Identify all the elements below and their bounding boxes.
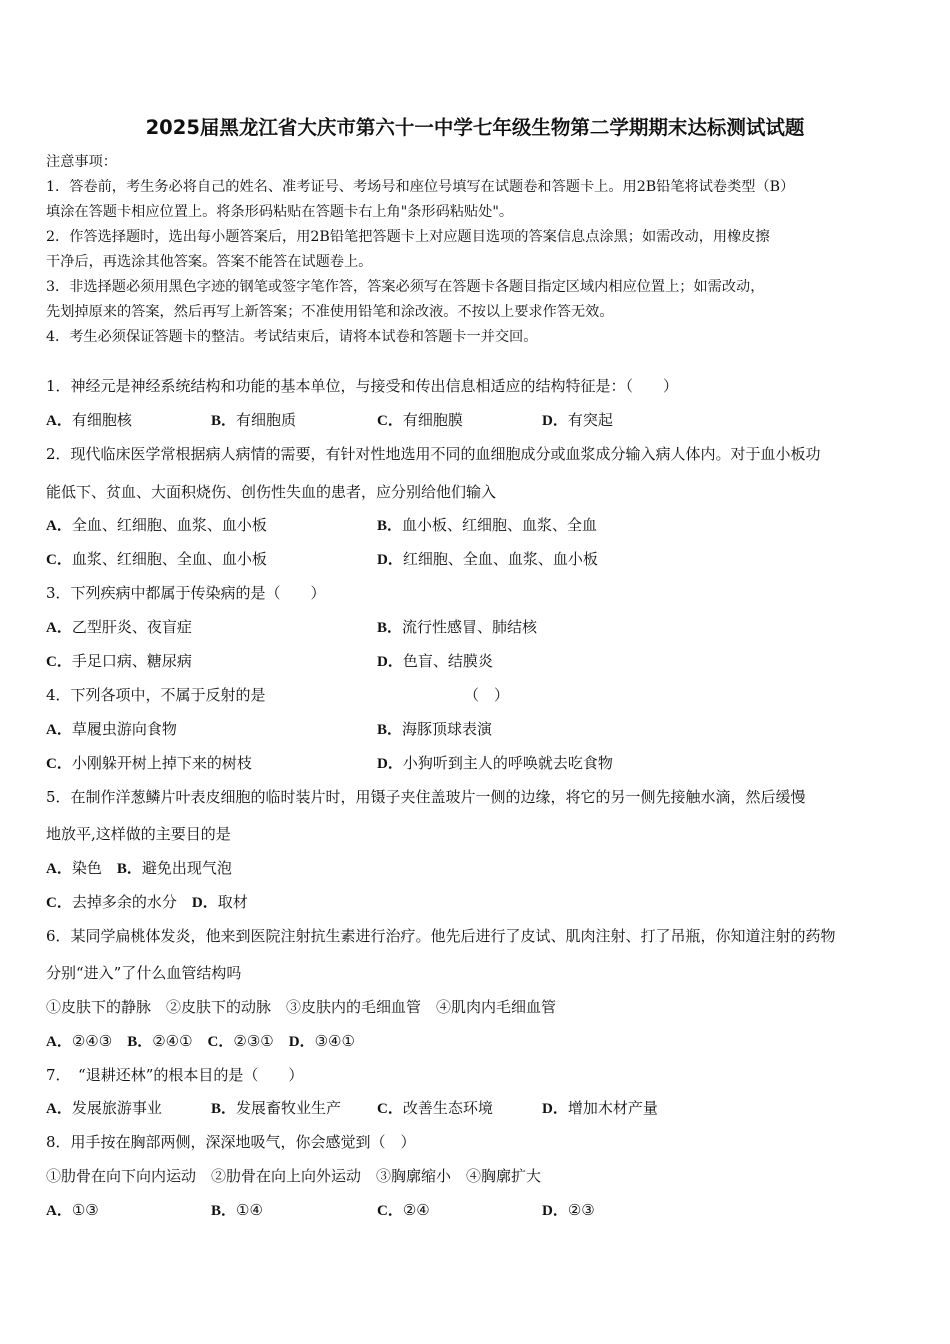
question-5-stem: 5．在制作洋葱鳞片叶表皮细胞的临时装片时，用镊子夹住盖玻片一侧的边缘，将它的另一侧先接触水滴，然后缓慢 <box>46 788 806 806</box>
option-c: C．有细胞膜 <box>377 411 463 429</box>
question-6-stem: 分别“进入”了什么血管结构吗 <box>46 964 242 982</box>
question-4-stem <box>46 684 510 705</box>
notice-line: 填涂在答题卡相应位置上。将条形码粘贴在答题卡右上角"条形码粘贴处"。 <box>46 204 514 220</box>
option-c: C．血浆、红细胞、全血、血小板 <box>46 550 267 568</box>
answer-bracket: （ ） <box>464 686 510 704</box>
notice-line: 干净后，再选涂其他答案。答案不能答在试题卷上。 <box>46 254 373 270</box>
option-a: A．②④③ <box>46 1032 113 1050</box>
option-a: A．染色 <box>46 859 102 877</box>
option-a: A．①③ <box>46 1201 99 1219</box>
question-1-stem: 1．神经元是神经系统结构和功能的基本单位，与接受和传出信息相适应的结构特征是：（ ） <box>46 377 679 395</box>
option-b: B．血小板、红细胞、血浆、全血 <box>377 516 598 534</box>
notice-line: 1．答卷前，考生务必将自己的姓名、准考证号、考场号和座位号填写在试题卷和答题卡上。用2B铅笔将试卷类型（B） <box>46 179 795 195</box>
notice-heading: 注意事项： <box>46 154 117 170</box>
option-c: C．②④ <box>377 1201 430 1219</box>
question-2-stem: 能低下、贫血、大面积烧伤、创伤性失血的患者，应分别给他们输入 <box>46 483 497 501</box>
option-c: C．改善生态环境 <box>377 1099 493 1117</box>
exam-title: 2025届黑龙江省大庆市第六十一中学七年级生物第二学期期末达标测试试题 <box>145 116 805 139</box>
option-b: B．流行性感冒、肺结核 <box>377 618 538 636</box>
notice-line: 4．考生必须保证答题卡的整洁。考试结束后，请将本试卷和答题卡一并交回。 <box>46 329 538 345</box>
option-b: B．发展畜牧业生产 <box>211 1099 342 1117</box>
question-6-choices: ①皮肤下的静脉 ②皮肤下的动脉 ③皮肤内的毛细血管 ④肌肉内毛细血管 <box>46 998 557 1016</box>
question-4-text: 4．下列各项中，不属于反射的是 <box>46 686 266 704</box>
question-6-stem: 6．某同学扁桃体发炎，他来到医院注射抗生素进行治疗。他先后进行了皮试、肌肉注射、打了吊瓶，你知道注射的药物 <box>46 927 836 945</box>
notice-line: 3．非选择题必须用黑色字迹的钢笔或签字笔作答，答案必须写在答题卡各题目指定区域内相应位置上；如需改动， <box>46 279 765 295</box>
option-d: D．红细胞、全血、血浆、血小板 <box>377 550 598 568</box>
option-d: D．取材 <box>191 893 248 911</box>
question-7-stem: 7． “退耕还林”的根本目的是（ ） <box>46 1066 304 1084</box>
option-a: A．有细胞核 <box>46 411 132 429</box>
option-a: A．发展旅游事业 <box>46 1099 162 1117</box>
option-b: B．①④ <box>211 1201 263 1219</box>
option-c: C．②③① <box>207 1032 274 1050</box>
notice-line: 先划掉原来的答案，然后再写上新答案；不准使用铅笔和涂改液。不按以上要求作答无效。 <box>46 304 614 320</box>
option-b: B．海豚顶球表演 <box>377 720 493 738</box>
question-5-options-row <box>46 857 232 878</box>
option-c: C．去掉多余的水分 <box>46 893 177 911</box>
question-5-stem: 地放平,这样做的主要目的是 <box>46 825 231 843</box>
option-d: D．增加木材产量 <box>542 1099 658 1117</box>
option-c: C．手足口病、糖尿病 <box>46 652 192 670</box>
option-d: D．有突起 <box>542 411 613 429</box>
option-a: A．乙型肝炎、夜盲症 <box>46 618 192 636</box>
question-3-stem: 3．下列疾病中都属于传染病的是（ ） <box>46 584 326 602</box>
option-b: B．②④① <box>127 1032 193 1050</box>
option-a: A．全血、红细胞、血浆、血小板 <box>46 516 267 534</box>
option-a: A．草履虫游向食物 <box>46 720 177 738</box>
option-b: B．避免出现气泡 <box>116 859 232 877</box>
option-d: D．③④① <box>288 1032 355 1050</box>
option-b: B．有细胞质 <box>211 411 297 429</box>
notice-line: 2．作答选择题时，选出每小题答案后，用2B铅笔把答题卡上对应题目选项的答案信息点涂黑；如需改动，用橡皮擦 <box>46 229 770 245</box>
option-d: D．②③ <box>542 1201 595 1219</box>
question-8-stem: 8．用手按在胸部两侧，深深地吸气，你会感觉到（ ） <box>46 1133 416 1151</box>
option-c: C．小刚躲开树上掉下来的树枝 <box>46 754 252 772</box>
option-d: D．小狗听到主人的呼唤就去吃食物 <box>377 754 613 772</box>
option-d: D．色盲、结膜炎 <box>377 652 493 670</box>
question-2-stem: 2．现代临床医学常根据病人病情的需要，有针对性地选用不同的血细胞成分或血浆成分输入病人体内。对于血小板功 <box>46 445 821 463</box>
question-6-options-row <box>46 1030 355 1051</box>
question-8-choices: ①肋骨在向下向内运动 ②肋骨在向上向外运动 ③胸廓缩小 ④胸廓扩大 <box>46 1167 542 1185</box>
question-5-options-row <box>46 891 248 912</box>
